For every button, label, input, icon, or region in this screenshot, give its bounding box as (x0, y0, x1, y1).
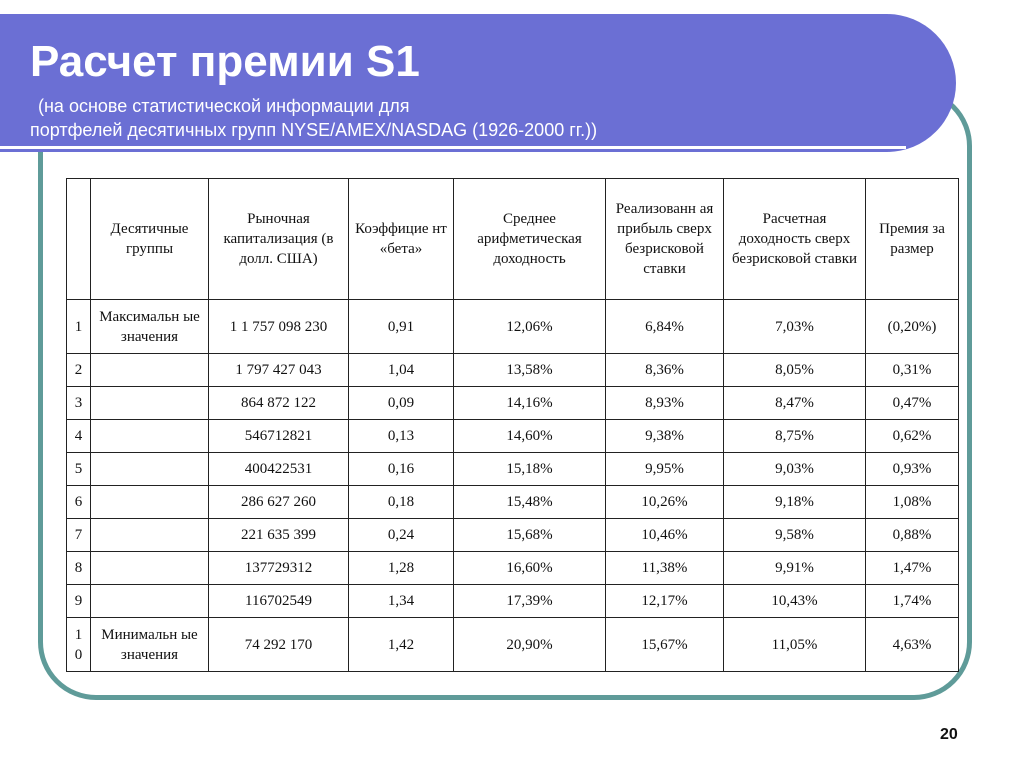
row-index: 6 (67, 486, 91, 519)
row-group: Минимальн ые значения (91, 618, 209, 672)
row-group (91, 420, 209, 453)
row-beta: 0,09 (349, 387, 454, 420)
row-market-cap: 116702549 (209, 585, 349, 618)
table-row (67, 618, 959, 672)
table-row (67, 486, 959, 519)
row-index: 1 (67, 300, 91, 354)
row-realized-excess: 10,26% (606, 486, 724, 519)
table-row (67, 519, 959, 552)
row-group (91, 453, 209, 486)
row-size-premium: 0,93% (866, 453, 959, 486)
row-realized-excess: 8,36% (606, 354, 724, 387)
row-expected-excess: 8,75% (724, 420, 866, 453)
row-beta: 0,91 (349, 300, 454, 354)
row-beta: 1,04 (349, 354, 454, 387)
row-avg-return: 12,06% (454, 300, 606, 354)
row-size-premium: 1,08% (866, 486, 959, 519)
row-size-premium: 1,47% (866, 552, 959, 585)
row-realized-excess: 9,38% (606, 420, 724, 453)
row-index: 3 (67, 387, 91, 420)
row-market-cap: 286 627 260 (209, 486, 349, 519)
row-beta: 1,28 (349, 552, 454, 585)
row-market-cap: 74 292 170 (209, 618, 349, 672)
header-market-cap: Рыночная капитализация (в долл. США) (209, 179, 349, 300)
row-expected-excess: 10,43% (724, 585, 866, 618)
row-market-cap: 546712821 (209, 420, 349, 453)
table-row (67, 453, 959, 486)
row-size-premium: (0,20%) (866, 300, 959, 354)
row-index: 9 (67, 585, 91, 618)
row-index: 8 (67, 552, 91, 585)
row-realized-excess: 12,17% (606, 585, 724, 618)
row-expected-excess: 9,03% (724, 453, 866, 486)
row-avg-return: 15,18% (454, 453, 606, 486)
row-index: 1 0 (67, 618, 91, 672)
row-beta: 0,13 (349, 420, 454, 453)
row-realized-excess: 8,93% (606, 387, 724, 420)
slide-title: Расчет премии S1 (30, 37, 420, 86)
row-size-premium: 4,63% (866, 618, 959, 672)
header-expected-excess: Расчетная доходность сверх безрисковой ставки (724, 179, 866, 300)
row-market-cap: 864 872 122 (209, 387, 349, 420)
header-beta: Коэффицие нт «бета» (349, 179, 454, 300)
row-index: 2 (67, 354, 91, 387)
row-group (91, 585, 209, 618)
row-realized-excess: 15,67% (606, 618, 724, 672)
row-market-cap: 400422531 (209, 453, 349, 486)
table-row (67, 354, 959, 387)
row-expected-excess: 11,05% (724, 618, 866, 672)
row-avg-return: 15,48% (454, 486, 606, 519)
subtitle-line-2: портфелей десятичных групп NYSE/AMEX/NASDAG (1926-2000 гг.)) (30, 120, 598, 140)
row-market-cap: 1 1 757 098 230 (209, 300, 349, 354)
row-size-premium: 0,31% (866, 354, 959, 387)
size-premium-table (66, 178, 959, 672)
row-expected-excess: 9,91% (724, 552, 866, 585)
table-row (67, 585, 959, 618)
row-avg-return: 20,90% (454, 618, 606, 672)
row-realized-excess: 6,84% (606, 300, 724, 354)
row-expected-excess: 8,05% (724, 354, 866, 387)
row-size-premium: 1,74% (866, 585, 959, 618)
row-expected-excess: 7,03% (724, 300, 866, 354)
table-header-row (67, 179, 959, 300)
row-group (91, 552, 209, 585)
slide-subtitle (30, 94, 830, 142)
row-beta: 0,18 (349, 486, 454, 519)
row-avg-return: 14,60% (454, 420, 606, 453)
row-market-cap: 1 797 427 043 (209, 354, 349, 387)
row-size-premium: 0,88% (866, 519, 959, 552)
row-market-cap: 221 635 399 (209, 519, 349, 552)
row-group (91, 519, 209, 552)
row-beta: 1,34 (349, 585, 454, 618)
row-realized-excess: 9,95% (606, 453, 724, 486)
title-banner (0, 14, 956, 152)
row-group (91, 486, 209, 519)
row-index: 7 (67, 519, 91, 552)
row-avg-return: 17,39% (454, 585, 606, 618)
row-avg-return: 16,60% (454, 552, 606, 585)
row-avg-return: 15,68% (454, 519, 606, 552)
table-row (67, 552, 959, 585)
row-avg-return: 13,58% (454, 354, 606, 387)
row-index: 5 (67, 453, 91, 486)
row-index: 4 (67, 420, 91, 453)
row-size-premium: 0,47% (866, 387, 959, 420)
row-expected-excess: 8,47% (724, 387, 866, 420)
row-expected-excess: 9,58% (724, 519, 866, 552)
page-number: 20 (940, 726, 958, 743)
row-size-premium: 0,62% (866, 420, 959, 453)
header-realized-excess: Реализованн ая прибыль сверх безрисковой ставки (606, 179, 724, 300)
table-row (67, 420, 959, 453)
subtitle-line-1: (на основе статистической информации для (38, 96, 410, 116)
row-group: Максимальн ые значения (91, 300, 209, 354)
banner-divider (0, 146, 906, 149)
header-decile-groups: Десятичные группы (91, 179, 209, 300)
row-avg-return: 14,16% (454, 387, 606, 420)
row-group (91, 354, 209, 387)
header-index (67, 179, 91, 300)
row-expected-excess: 9,18% (724, 486, 866, 519)
row-realized-excess: 10,46% (606, 519, 724, 552)
row-realized-excess: 11,38% (606, 552, 724, 585)
header-size-premium: Премия за размер (866, 179, 959, 300)
row-beta: 1,42 (349, 618, 454, 672)
row-group (91, 387, 209, 420)
row-market-cap: 137729312 (209, 552, 349, 585)
table-row (67, 387, 959, 420)
row-beta: 0,16 (349, 453, 454, 486)
table-row (67, 300, 959, 354)
header-avg-return: Среднее арифметическая доходность (454, 179, 606, 300)
row-beta: 0,24 (349, 519, 454, 552)
